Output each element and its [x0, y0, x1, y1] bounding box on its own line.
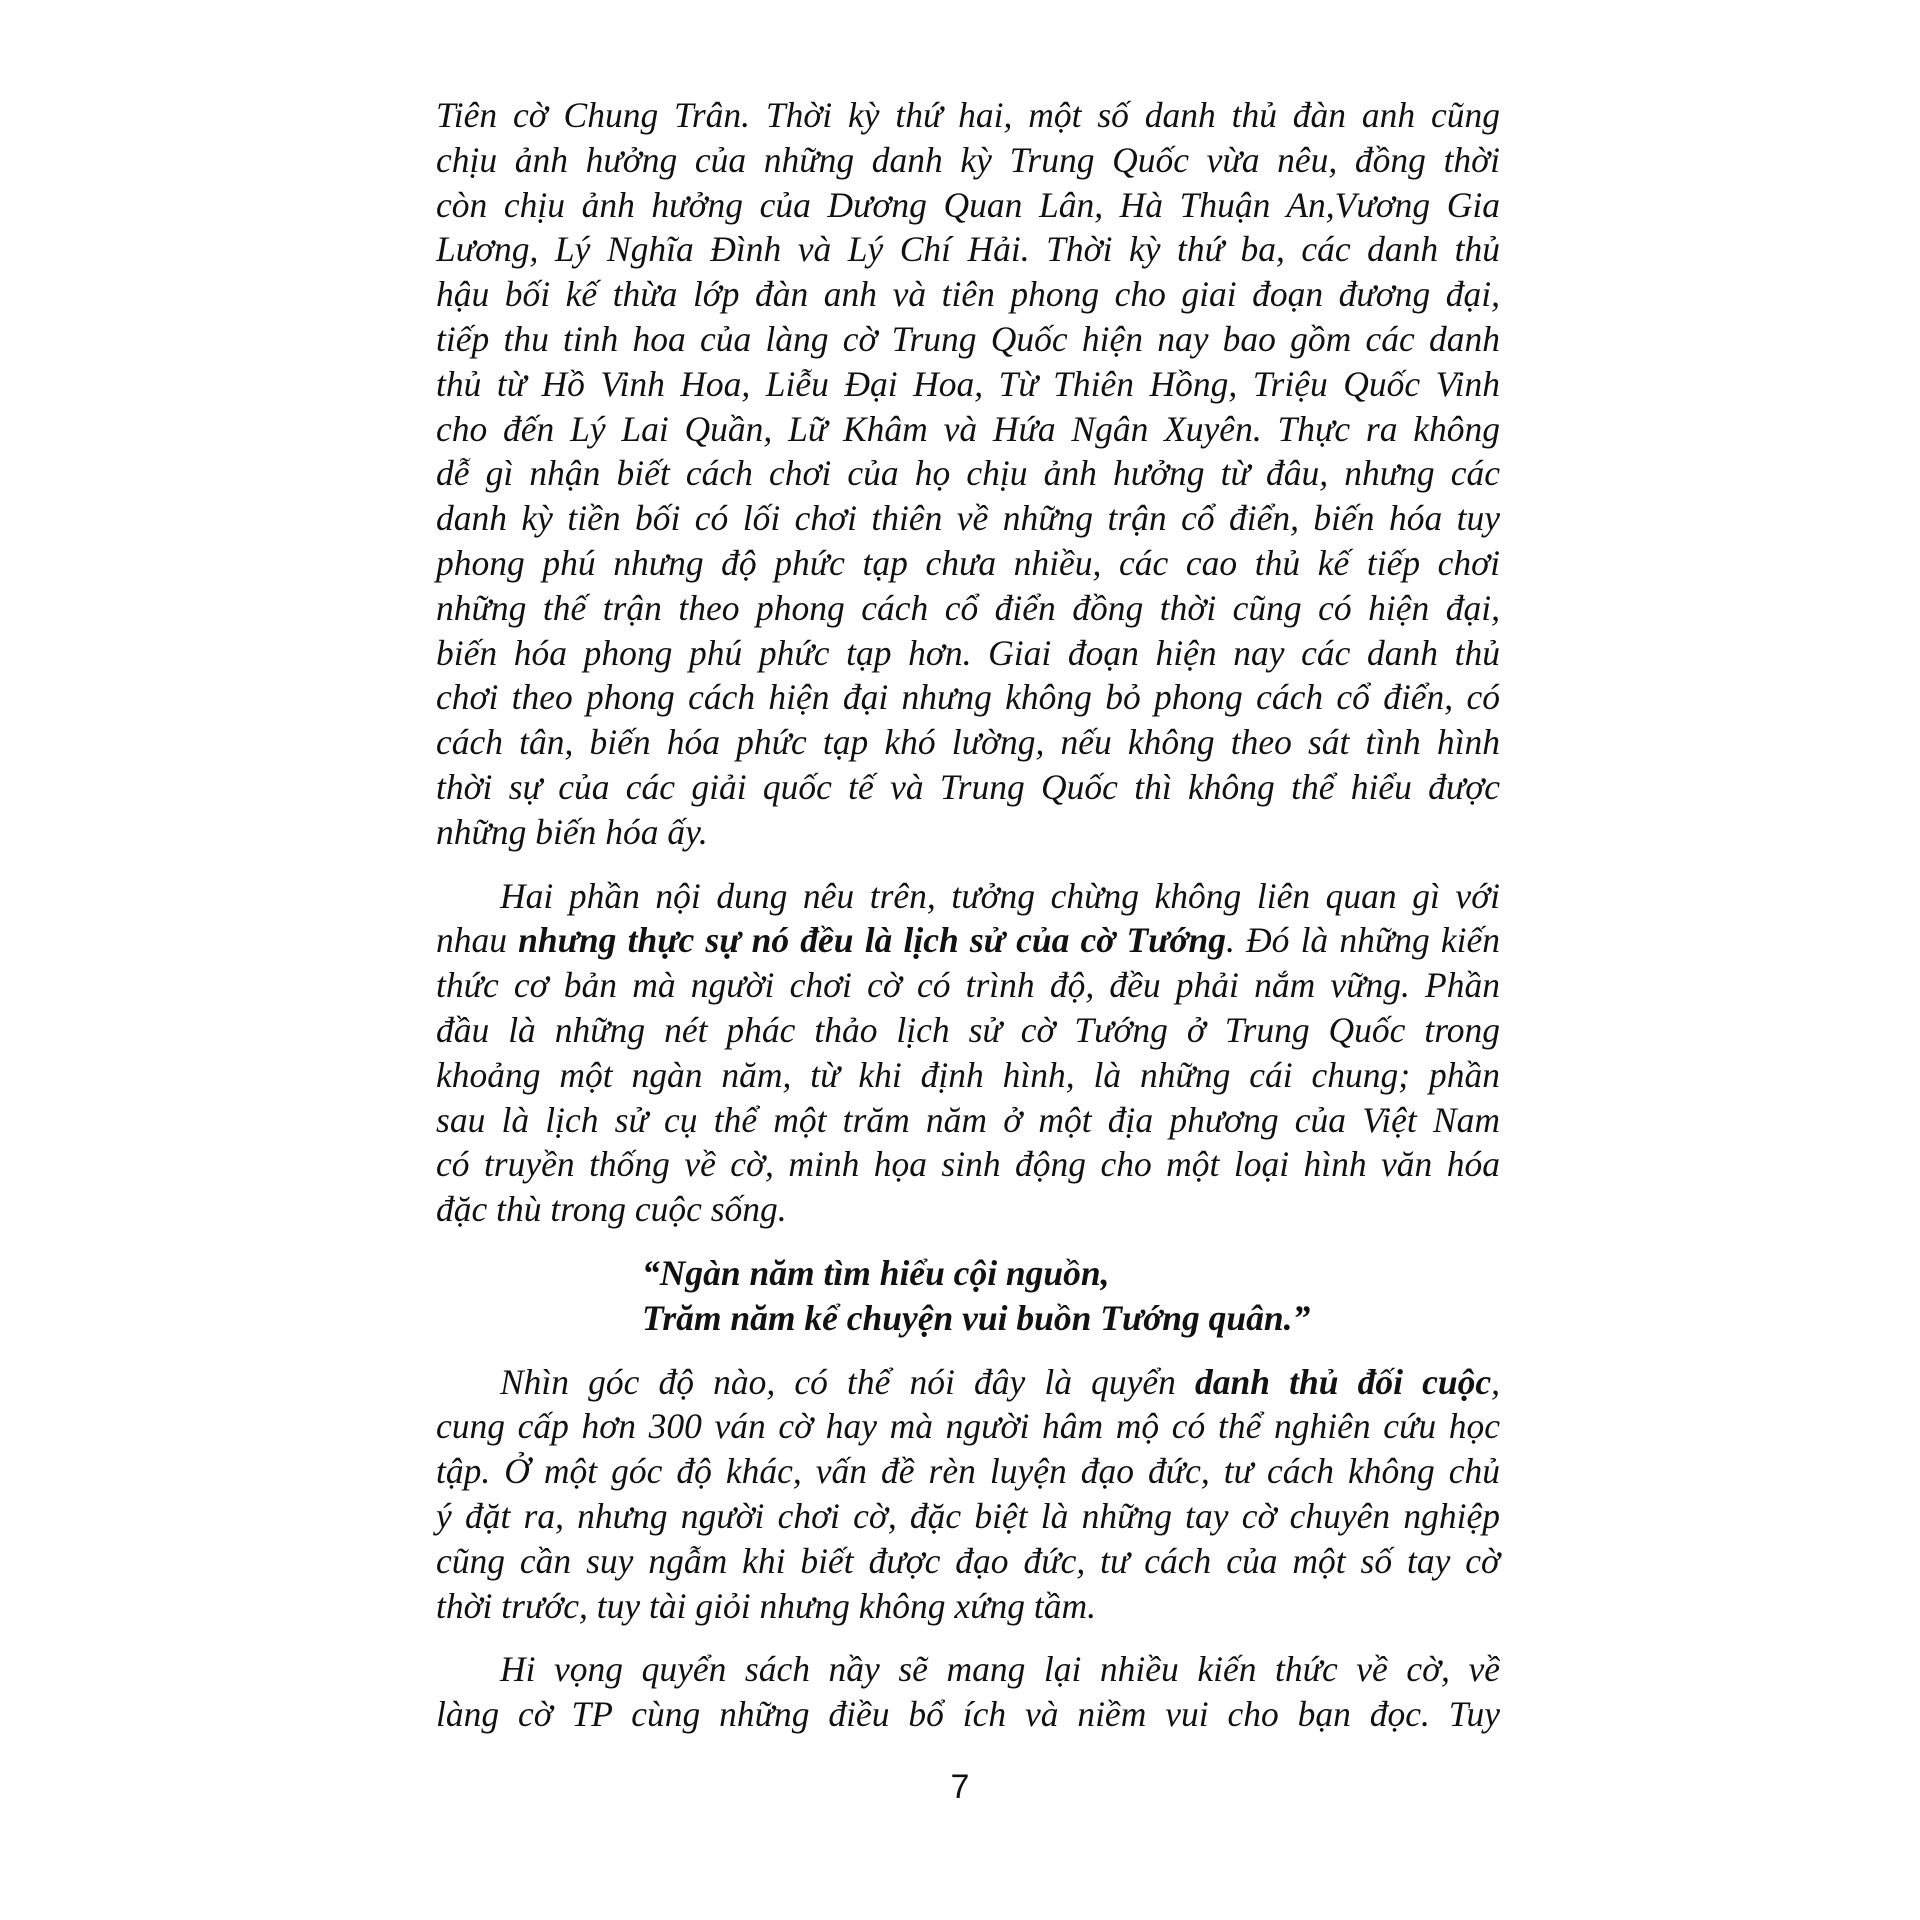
- text-line: đầu là những nét phác thảo lịch sử cờ Tướng ở Trung Quốc trong: [436, 1009, 1500, 1050]
- text-line: làng cờ TP cùng những điều bổ ích và niềm vui cho bạn đọc. Tuy: [436, 1694, 1500, 1735]
- text-line: sau là lịch sử cụ thể một trăm năm ở một địa phương của Việt Nam: [436, 1099, 1500, 1140]
- page-number: 7: [950, 1768, 970, 1806]
- text-line: khoảng một ngàn năm, từ khi định hình, là những cái chung; phần: [436, 1054, 1500, 1095]
- text-line-with-emphasis: [436, 1360, 1500, 1405]
- emphasis-text: danh thủ đối cuộc: [1195, 1361, 1492, 1402]
- text-line: chơi theo phong cách hiện đại nhưng không bỏ phong cách cổ điển, có: [436, 677, 1500, 718]
- text-line: tiếp thu tinh hoa của làng cờ Trung Quốc hiện nay bao gồm các danh: [436, 318, 1500, 359]
- text-line: thời sự của các giải quốc tế và Trung Quốc thì không thể hiểu được: [436, 766, 1500, 807]
- text-run: nhau: [436, 920, 519, 961]
- text-line: đặc thù trong cuộc sống.: [436, 1189, 787, 1230]
- text-line: cho đến Lý Lai Quần, Lữ Khâm và Hứa Ngân Xuyên. Thực ra không: [436, 408, 1500, 449]
- text-line: tập. Ở một góc độ khác, vấn đề rèn luyện đạo đức, tư cách không chủ: [436, 1451, 1500, 1492]
- text-line: cung cấp hơn 300 ván cờ hay mà người hâm mộ có thể nghiên cứu học: [436, 1406, 1500, 1447]
- text-line: danh kỳ tiền bối có lối chơi thiên về những trận cổ điển, biến hóa tuy: [436, 498, 1500, 539]
- text-line: những thế trận theo phong cách cổ điển đồng thời cũng có hiện đại,: [436, 587, 1500, 628]
- text-line: cách tân, biến hóa phức tạp khó lường, nếu không theo sát tình hình: [436, 722, 1500, 763]
- text-run: Nhìn góc độ nào, có thể nói đây là quyển: [500, 1361, 1196, 1402]
- text-line: Hai phần nội dung nêu trên, tưởng chừng không liên quan gì với: [500, 875, 1500, 916]
- poem-line: “Ngàn năm tìm hiểu cội nguồn,: [642, 1252, 1110, 1293]
- paragraph-1: [436, 93, 1500, 855]
- text-line: thức cơ bản mà người chơi cờ có trình độ, đều phải nắm vững. Phần: [436, 965, 1500, 1006]
- paragraph-gap: [436, 855, 1500, 874]
- text-line: còn chịu ảnh hưởng của Dương Quan Lân, Hà Thuận An,Vương Gia: [436, 184, 1500, 225]
- text-line: Hi vọng quyển sách nầy sẽ mang lại nhiều kiến thức về cờ, về: [500, 1649, 1500, 1690]
- text-line: chịu ảnh hưởng của những danh kỳ Trung Quốc vừa nêu, đồng thời: [436, 139, 1500, 180]
- text-line-with-emphasis: [436, 918, 1500, 963]
- text-line: biến hóa phong phú phức tạp hơn. Giai đoạn hiện nay các danh thủ: [436, 632, 1500, 673]
- text-line: hậu bối kế thừa lớp đàn anh và tiên phong cho giai đoạn đương đại,: [436, 274, 1500, 315]
- emphasis-text: nhưng thực sự nó đều là lịch sử của cờ Tướng: [518, 920, 1226, 961]
- paragraph-gap: [436, 1628, 1500, 1647]
- text-line: Lương, Lý Nghĩa Đình và Lý Chí Hải. Thời kỳ thứ ba, các danh thủ: [436, 229, 1500, 270]
- paragraph-2: [436, 874, 1500, 1232]
- text-line: thời trước, tuy tài giỏi nhưng không xứng tầm.: [436, 1585, 1096, 1626]
- text-run: ,: [1491, 1361, 1500, 1402]
- paragraph-3: [436, 1360, 1500, 1629]
- text-line: Tiên cờ Chung Trân. Thời kỳ thứ hai, một số danh thủ đàn anh cũng: [436, 95, 1500, 135]
- paragraph-gap: [436, 1341, 1500, 1360]
- poem-quote: [436, 1251, 1500, 1341]
- text-line: thủ từ Hồ Vinh Hoa, Liễu Đại Hoa, Từ Thiên Hồng, Triệu Quốc Vinh: [436, 363, 1500, 404]
- poem-line: Trăm năm kể chuyện vui buồn Tướng quân.”: [642, 1297, 1311, 1338]
- paragraph-gap: [436, 1232, 1500, 1251]
- text-line: phong phú nhưng độ phức tạp chưa nhiều, các cao thủ kế tiếp chơi: [436, 542, 1500, 583]
- text-line: cũng cần suy ngẫm khi biết được đạo đức, tư cách của một số tay cờ: [436, 1540, 1500, 1581]
- text-line: dễ gì nhận biết cách chơi của họ chịu ảnh hưởng từ đâu, nhưng các: [436, 453, 1500, 494]
- paragraph-4: [436, 1647, 1500, 1737]
- text-line: ý đặt ra, nhưng người chơi cờ, đặc biệt là những tay cờ chuyên nghiệp: [436, 1495, 1500, 1536]
- text-line: có truyền thống về cờ, minh họa sinh động cho một loại hình văn hóa: [436, 1144, 1500, 1185]
- text-line: những biến hóa ấy.: [436, 811, 708, 852]
- body-text: [436, 93, 1500, 1737]
- text-run: . Đó là những kiến: [1225, 920, 1500, 961]
